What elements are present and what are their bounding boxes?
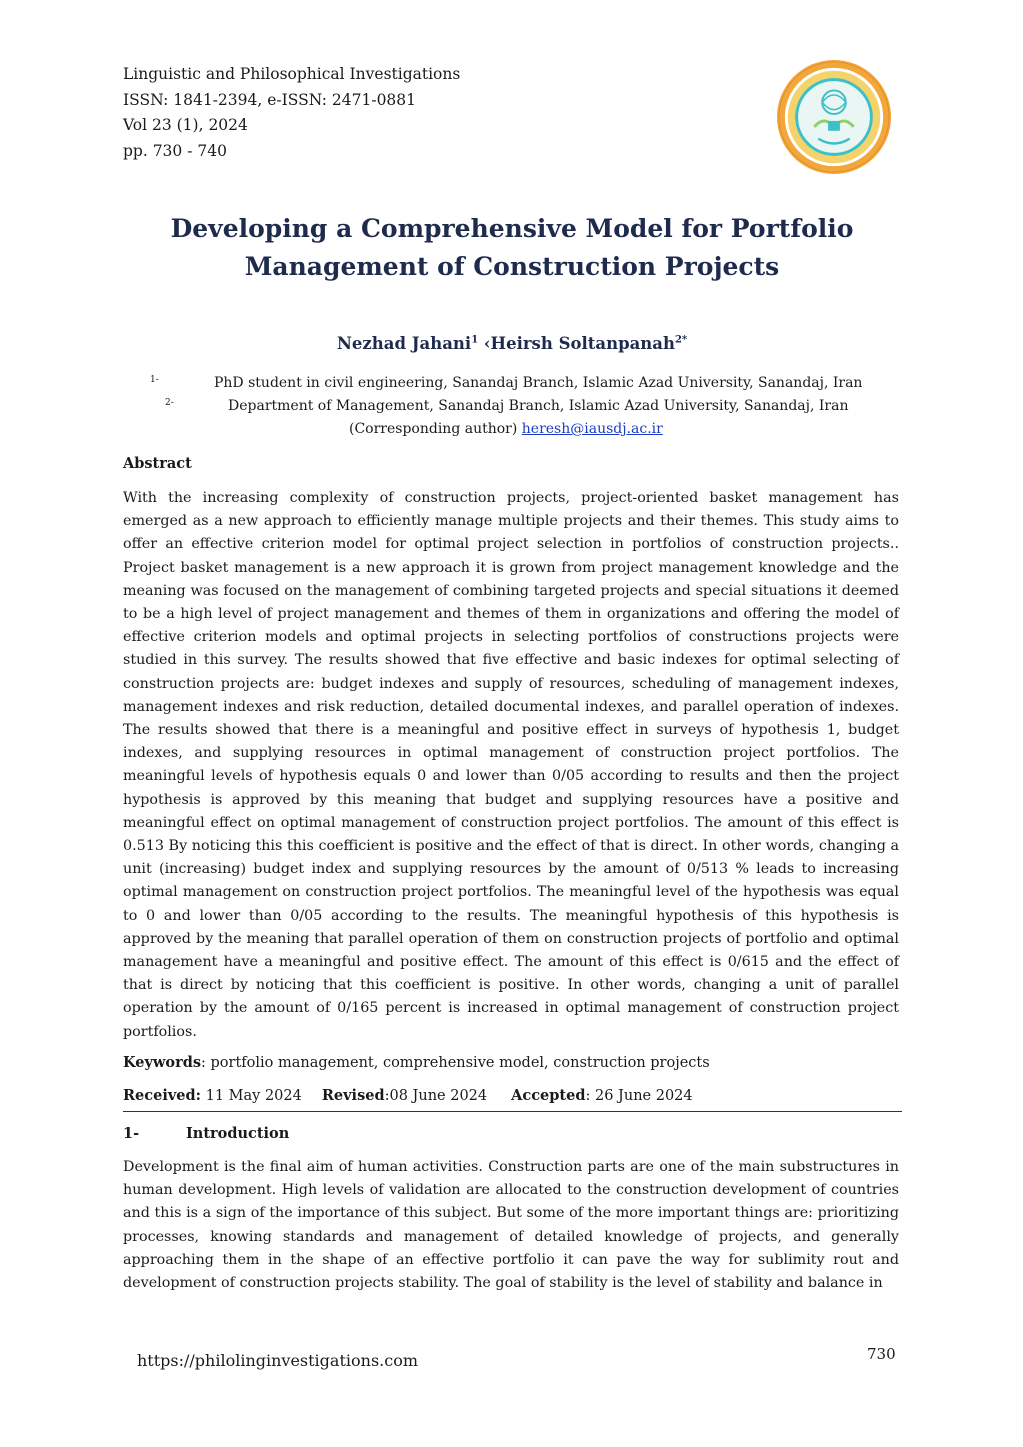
affiliation-1: PhD student in civil engineering, Sanandaj Branch, Islamic Azad University, Sanandaj, Iran — [214, 375, 863, 391]
journal-seal-logo — [775, 58, 893, 176]
footer-url-link[interactable]: https://philolinginvestigations.com — [137, 1351, 418, 1370]
accepted-date: : 26 June 2024 — [585, 1088, 693, 1104]
author-line — [123, 334, 901, 353]
journal-pages: pp. 730 - 740 — [123, 141, 227, 160]
section-divider — [123, 1111, 902, 1112]
keywords-text: : portfolio management, comprehensive model, construction projects — [201, 1055, 710, 1071]
affiliation-2-number: 2- — [165, 398, 174, 408]
keywords-label: Keywords — [123, 1054, 202, 1071]
journal-issn: ISSN: 1841-2394, e-ISSN: 2471-0881 — [123, 90, 417, 109]
accepted-label: Accepted — [511, 1087, 586, 1104]
revised-label: Revised — [321, 1087, 385, 1104]
author-separator: ‹ — [478, 334, 491, 353]
corresponding-label: (Corresponding author) — [349, 421, 518, 437]
journal-name: Linguistic and Philosophical Investigations — [123, 65, 461, 83]
revised-date: :08 June 2024 — [384, 1088, 488, 1104]
page-number: 730 — [867, 1345, 896, 1363]
section-number: 1- — [123, 1125, 140, 1142]
affiliation-2: Department of Management, Sanandaj Branch, Islamic Azad University, Sanandaj, Iran — [228, 398, 849, 414]
corresponding-author — [349, 421, 663, 437]
title-line-2: Management of Construction Projects — [244, 252, 780, 281]
affiliation-1-number: 1- — [150, 375, 159, 385]
corresponding-email-link[interactable]: heresh@iausdj.ac.ir — [521, 421, 663, 437]
affiliation-2-marker — [165, 398, 174, 415]
abstract-text: With the increasing complexity of construction projects, project-oriented basket management has emerged as a new approach to efficiently manage multiple projects and their themes. This study aims to offer an effective criterion model for optimal project selection in portfolios of construction projects.. Project basket management is a new approach it is grown from project management knowledge and the meaning was focused on the management of combining targeted projects and special situations it deemed to be a high level of project management and themes of them in organizations and offering the model of effective criterion models and optimal projects in selecting portfolios of constructions projects were studied in this survey. The results showed that five effective and basic indexes for optimal selecting of construction projects are: budget indexes and supply of resources, scheduling of management indexes, management indexes and risk reduction, detailed documental indexes, and parallel operation of indexes. The results showed that there is a meaningful and positive effect in surveys of hypothesis 1, budget indexes, and supplying resources in optimal management of construction project portfolios. The meaningful levels of hypothesis equals 0 and lower than 0/05 according to results and then the project hypothesis is approved by this meaning that budget and supplying resources have a positive and meaningful effect on optimal management of construction project portfolios. The amount of this effect is 0.513 By noticing this this coefficient is positive and the effect of that is direct. In other words, changing a unit (increasing) budget index and supplying resources by the amount of 0/513 % leads to increasing optimal management on construction project portfolios. The meaningful level of the hypothesis was equal to 0 and lower than 0/05 according to the results. The meaningful hypothesis of this hypothesis is approved by the meaning that parallel operation of them on construction projects of portfolio and optimal management have a meaningful and positive effect. The amount of this effect is 0/615 and the effect of that is direct by noticing that this coefficient is positive. In other words, changing a unit of parallel operation by the amount of 0/165 percent is increased in optimal management of construction project portfolios. — [123, 490, 899, 1040]
paper-title — [123, 210, 901, 286]
received-label: Received: — [123, 1087, 201, 1104]
title-line-1: Developing a Comprehensive Model for Portfolio — [170, 214, 854, 243]
keywords — [123, 1054, 710, 1071]
author-1-sup: 1 — [471, 334, 479, 346]
section-title: Introduction — [186, 1125, 290, 1142]
received-date: 11 May 2024 — [200, 1088, 302, 1104]
affiliation-1-marker — [150, 375, 159, 392]
journal-volume: Vol 23 (1), 2024 — [123, 116, 248, 134]
author-1: Nezhad Jahani — [336, 334, 472, 353]
introduction-text: Development is the final aim of human activities. Construction parts are one of the main substructures in human development. High levels of validation are allocated to the construction development of countries and this is a sign of the importance of this subject. But some of the more important things are: prioritizing processes, knowing standards and management of detailed knowledge of projects, and generally approaching them in the shape of an effective portfolio it can pave the way for sublimity rout and development of construction projects stability. The goal of stability is the level of stability and balance in — [123, 1159, 899, 1292]
author-2: Heirsh Soltanpanah — [490, 334, 675, 353]
author-2-sup: 2* — [675, 334, 688, 346]
article-dates — [123, 1087, 693, 1104]
journal-header — [123, 62, 460, 164]
abstract-heading: Abstract — [123, 455, 192, 472]
